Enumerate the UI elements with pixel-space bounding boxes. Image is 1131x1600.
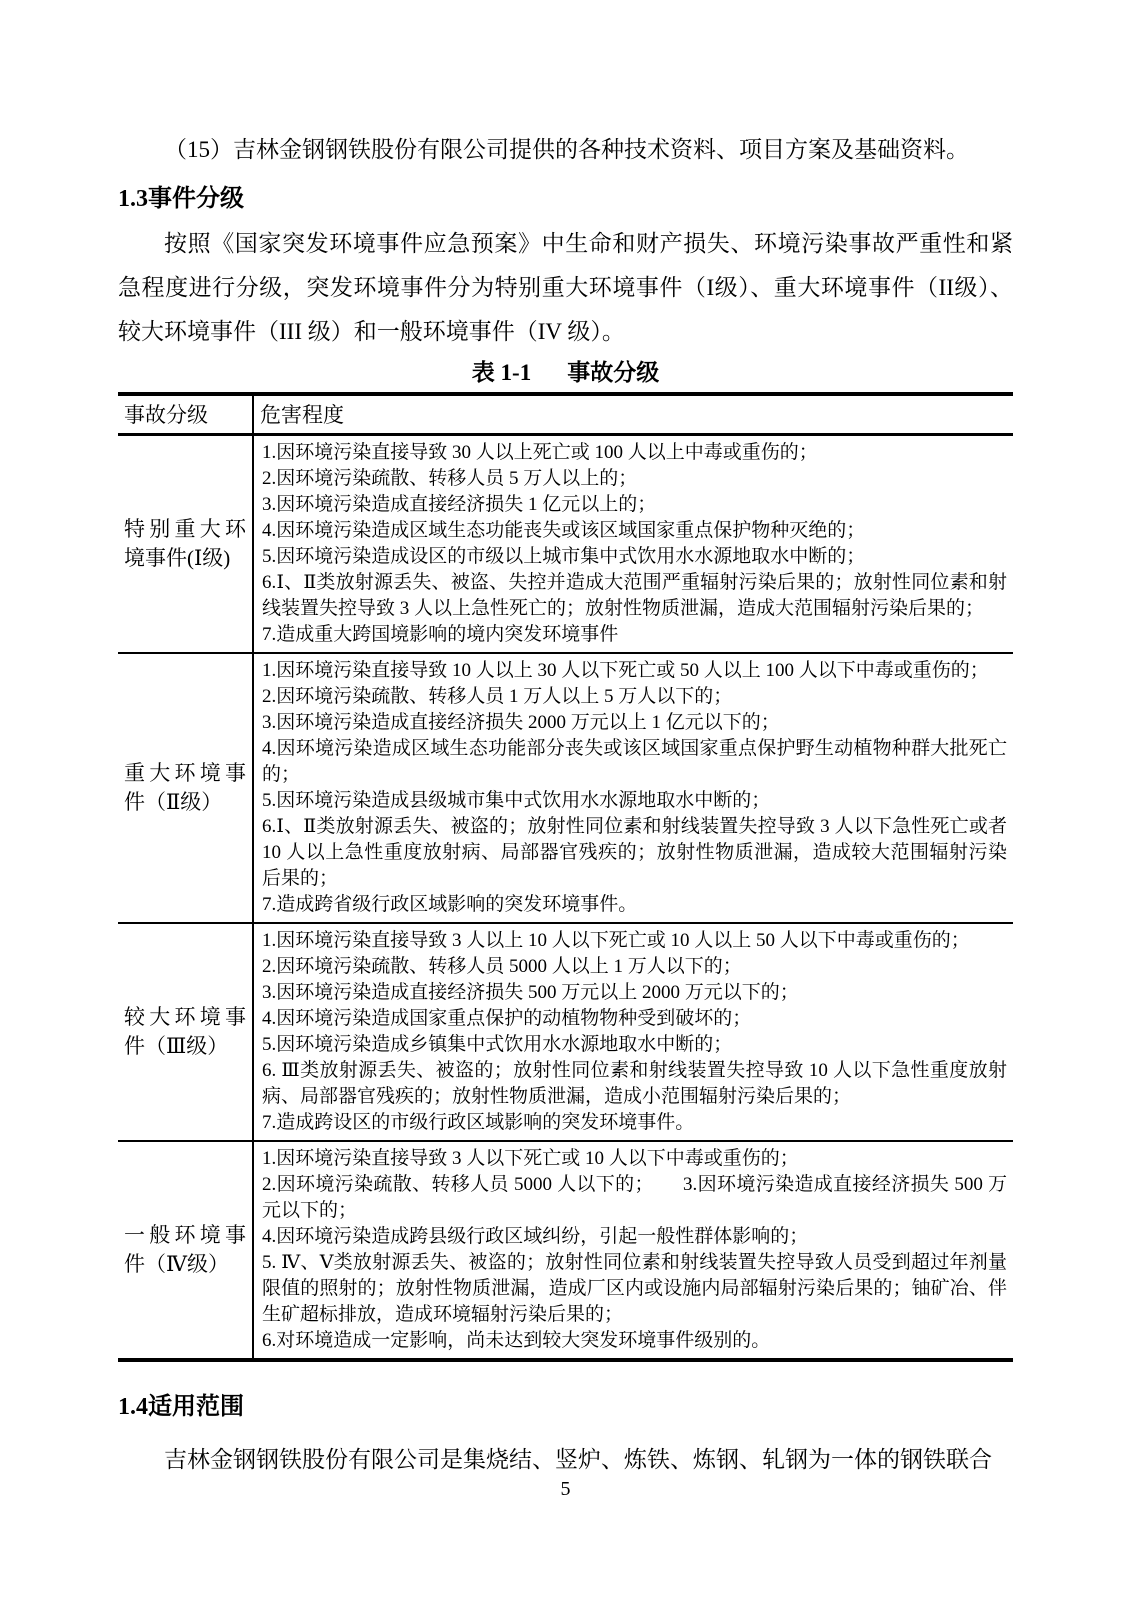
table-row — [118, 923, 1013, 1141]
harm-item: 2.因环境污染疏散、转移人员 1 万人以上 5 万人以下的； — [262, 686, 733, 707]
harm-item: 2.因环境污染疏散、转移人员 5000 人以上 1 万人以下的； — [262, 956, 742, 977]
section-1-4-paragraph: 吉林金钢钢铁股份有限公司是集烧结、竖炉、炼铁、炼钢、轧钢为一体的钢铁联合 — [164, 1447, 992, 1472]
section-1-4-heading: 1.4适用范围 — [118, 1394, 244, 1420]
harm-item: 7.造成跨省级行政区域影响的突发环境事件。 — [262, 894, 638, 915]
paragraph-item-15: （15）吉林金钢钢铁股份有限公司提供的各种技术资料、项目方案及基础资料。 — [164, 137, 969, 162]
table-header-row — [118, 394, 1013, 435]
table-row — [118, 1141, 1013, 1360]
harm-item: 6.对环境造成一定影响，尚未达到较大突发环境事件级别的。 — [262, 1330, 771, 1351]
accident-level-cell: 重大环境事件（Ⅱ级） — [118, 653, 253, 923]
harm-degree-cell — [253, 653, 1013, 923]
harm-item: 5.因环境污染造成设区的市级以上城市集中式饮用水水源地取水中断的； — [262, 546, 866, 567]
harm-item: 5. Ⅳ、Ⅴ类放射源丢失、被盗的；放射性同位素和射线装置失控导致人员受到超过年剂量限值的照射的；放射性物质泄漏，造成厂区内或设施内局部辐射污染后果的；铀矿冶、伴生矿超标排放，造成环境辐射污染后果的； — [262, 1252, 1007, 1325]
harm-item: 7.造成重大跨国境影响的境内突发环境事件 — [262, 624, 619, 645]
harm-item: 1.因环境污染直接导致 3 人以上 10 人以下死亡或 10 人以上 50 人以下中毒或重伤的； — [262, 930, 970, 951]
header-harm-degree: 危害程度 — [253, 394, 1013, 435]
harm-item: 4.因环境污染造成区域生态功能部分丧失或该区域国家重点保护野生动植物种群大批死亡的； — [262, 738, 1007, 785]
classification-table-body — [118, 435, 1013, 1361]
harm-item: 6.Ⅰ、Ⅱ类放射源丢失、被盗、失控并造成大范围严重辐射污染后果的；放射性同位素和射线装置失控导致 3 人以上急性死亡的；放射性物质泄漏，造成大范围辐射污染后果的； — [262, 572, 1007, 619]
table-caption-title: 事故分级 — [567, 360, 660, 385]
classification-table — [118, 392, 1013, 1362]
accident-level-cell: 一般环境事件（Ⅳ级） — [118, 1141, 253, 1360]
harm-item: 7.造成跨设区的市级行政区域影响的突发环境事件。 — [262, 1112, 695, 1133]
harm-degree-cell — [253, 923, 1013, 1141]
harm-degree-cell — [253, 1141, 1013, 1360]
table-caption-label: 表 1-1 — [471, 360, 532, 385]
section-1-3-heading: 1.3事件分级 — [118, 186, 244, 212]
section-1-3-paragraph: 按照《国家突发环境事件应急预案》中生命和财产损失、环境污染事故严重性和紧急程度进行分级，突发环境事件分为特别重大环境事件（I级）、重大环境事件（II级）、较大环境事件（III 级）和一般环境事件（IV 级）。 — [118, 231, 1013, 344]
harm-item: 4.因环境污染造成区域生态功能丧失或该区域国家重点保护物种灭绝的； — [262, 520, 866, 541]
harm-item: 1.因环境污染直接导致 3 人以下死亡或 10 人以下中毒或重伤的； — [262, 1148, 799, 1169]
header-accident-level: 事故分级 — [118, 394, 253, 435]
harm-item: 1.因环境污染直接导致 30 人以上死亡或 100 人以上中毒或重伤的； — [262, 442, 818, 463]
harm-item: 3.因环境污染造成直接经济损失 500 万元以上 2000 万元以下的； — [262, 982, 799, 1003]
harm-item: 2.因环境污染疏散、转移人员 5 万人以上的； — [262, 468, 638, 489]
harm-item: 5.因环境污染造成乡镇集中式饮用水水源地取水中断的； — [262, 1034, 733, 1055]
accident-level-cell: 较大环境事件（Ⅲ级） — [118, 923, 253, 1141]
harm-item: 1.因环境污染直接导致 10 人以上 30 人以下死亡或 50 人以上 100 人以下中毒或重伤的； — [262, 660, 989, 681]
harm-item: 4.因环境污染造成国家重点保护的动植物物种受到破坏的； — [262, 1008, 752, 1029]
harm-item: 6. Ⅲ类放射源丢失、被盗的；放射性同位素和射线装置失控导致 10 人以下急性重度放射病、局部器官残疾的；放射性物质泄漏，造成小范围辐射污染后果的； — [262, 1060, 1007, 1107]
table-caption — [118, 358, 1013, 388]
harm-item: 3.因环境污染造成直接经济损失 2000 万元以上 1 亿元以下的； — [262, 712, 780, 733]
page-number: 5 — [560, 1478, 571, 1500]
harm-item: 2.因环境污染疏散、转移人员 5000 人以下的； 3.因环境污染造成直接经济损失 500 万元以下的； — [262, 1174, 1007, 1221]
harm-item: 3.因环境污染造成直接经济损失 1 亿元以上的； — [262, 494, 657, 515]
harm-item: 5.因环境污染造成县级城市集中式饮用水水源地取水中断的； — [262, 790, 771, 811]
harm-item: 6.Ⅰ、Ⅱ类放射源丢失、被盗的；放射性同位素和射线装置失控导致 3 人以下急性死亡或者 10 人以上急性重度放射病、局部器官残疾的；放射性物质泄漏，造成较大范围辐射污染后果的； — [262, 816, 1007, 889]
table-row — [118, 435, 1013, 654]
harm-item: 4.因环境污染造成跨县级行政区域纠纷，引起一般性群体影响的； — [262, 1226, 809, 1247]
accident-level-cell: 特别重大环境事件(Ⅰ级) — [118, 435, 253, 654]
table-row — [118, 653, 1013, 923]
harm-degree-cell — [253, 435, 1013, 654]
